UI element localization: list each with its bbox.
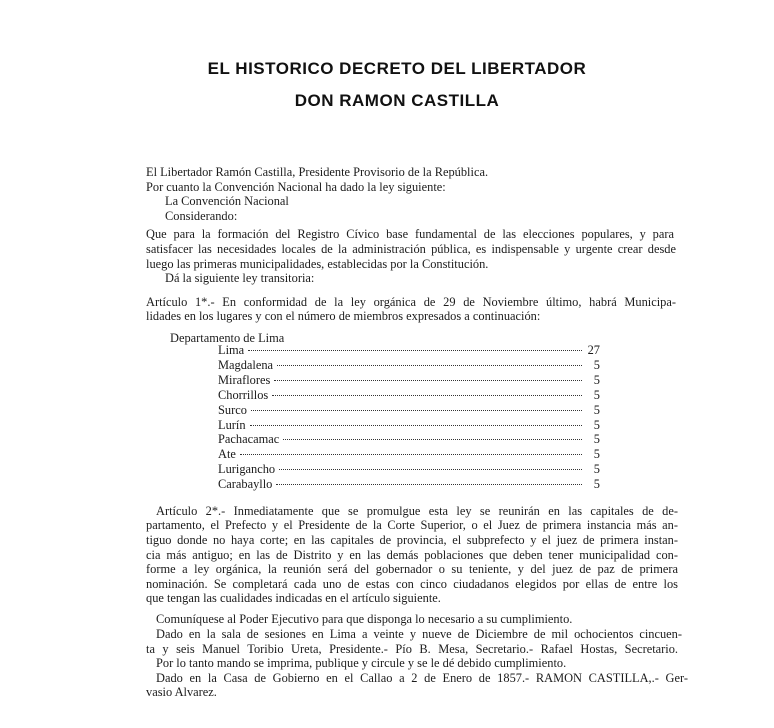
dot-leader xyxy=(274,380,582,381)
closing-line: vasio Alvarez. xyxy=(146,685,217,699)
district-name: Lima xyxy=(218,343,245,357)
articulo-2-line: forme a ley orgánica, la reunión será del gobernador o su teniente, y del juez de paz de primera xyxy=(146,562,678,576)
closing-line: Dado en la sala de sesiones en Lima a veinte y nueve de Diciembre de mil ochocientos cincuen- xyxy=(156,627,682,641)
member-count: 5 xyxy=(593,403,600,417)
intro-line: Considerando: xyxy=(165,209,238,223)
considerando-line: luego las primeras municipalidades, establecidas por la Constitución. xyxy=(146,257,489,271)
intro-line: La Convención Nacional xyxy=(165,194,289,208)
considerando-line: Que para la formación del Registro Cívico base fundamental de las elecciones populares, y para xyxy=(146,227,674,241)
member-count: 5 xyxy=(593,432,600,446)
dot-leader xyxy=(283,439,582,440)
table-row xyxy=(218,462,600,477)
member-count: 5 xyxy=(593,477,600,491)
member-count: 5 xyxy=(593,373,600,387)
table-row xyxy=(218,418,600,433)
member-count: 5 xyxy=(593,462,600,476)
district-name: Lurín xyxy=(218,418,246,432)
articulo-2-line: tiguo donde no haya corte; en las capitales de provincia, el subprefecto y el juez de primera instan- xyxy=(146,533,678,547)
district-name: Pachacamac xyxy=(218,432,280,446)
dot-leader xyxy=(240,454,582,455)
articulo-2-line: cia más antiguo; en las de Distrito y en las demás poblaciones que deben tener municipalidad con- xyxy=(146,548,678,562)
member-count: 27 xyxy=(587,343,600,357)
articulo-2-line: Artículo 2*.- Inmediatamente que se promulgue esta ley se reunirán en las capitales de de- xyxy=(156,504,678,518)
district-name: Carabayllo xyxy=(218,477,273,491)
member-count: 5 xyxy=(593,447,600,461)
closing-line: Por lo tanto mando se imprima, publique y circule y se le dé debido cumplimiento. xyxy=(156,656,567,670)
closing-line: Dado en la Casa de Gobierno en el Callao a 2 de Enero de 1857.- RAMON CASTILLA,.- Ger- xyxy=(156,671,688,685)
table-row xyxy=(218,432,600,447)
dot-leader xyxy=(251,410,582,411)
intro-line: El Libertador Ramón Castilla, Presidente Provisorio de la República. xyxy=(146,165,489,179)
table-row xyxy=(218,343,600,358)
table-row xyxy=(218,403,600,418)
table-row xyxy=(218,388,600,403)
district-name: Magdalena xyxy=(218,358,274,372)
table-row xyxy=(218,358,600,373)
document-title-line-1: EL HISTORICO DECRETO DEL LIBERTADOR xyxy=(207,59,587,78)
dot-leader xyxy=(277,365,582,366)
dot-leader xyxy=(272,395,582,396)
dot-leader xyxy=(279,469,582,470)
table-row xyxy=(218,477,600,492)
articulo-2-line: nominación. Se completará cada uno de estas con cinco ciudadanos elegidos por ellas de entre los xyxy=(146,577,678,591)
member-count: 5 xyxy=(593,358,600,372)
closing-line: ta y seis Manuel Toribio Ureta, Presidente.- Pío B. Mesa, Secretario.- Rafael Hostas, Secretario. xyxy=(146,642,678,656)
member-count: 5 xyxy=(593,388,600,402)
articulo-2-line: que tengan las cualidades indicadas en el artículo siguiente. xyxy=(146,591,441,605)
district-name: Surco xyxy=(218,403,247,417)
document-title-line-2: DON RAMON CASTILLA xyxy=(294,91,500,110)
considerando-line: Dá la siguiente ley transitoria: xyxy=(165,271,315,285)
district-name: Ate xyxy=(218,447,236,461)
closing-line: Comuníquese al Poder Ejecutivo para que disponga lo necesario a su cumplimiento. xyxy=(156,612,573,626)
table-row xyxy=(218,373,600,388)
district-name: Miraflores xyxy=(218,373,271,387)
considerando-line: satisfacer las necesidades locales de la administración pública, es indispensable y urgente crear desde xyxy=(146,242,676,256)
department-heading: Departamento de Lima xyxy=(170,331,285,345)
dot-leader xyxy=(250,425,582,426)
table-row xyxy=(218,447,600,462)
articulo-1-line: Artículo 1*.- En conformidad de la ley orgánica de 29 de Noviembre último, habrá Municipa- xyxy=(146,295,676,309)
articulo-2-line: partamento, el Prefecto y el Presidente de la Corte Superior, o el Juez de primera instancia más an- xyxy=(146,518,678,532)
dot-leader xyxy=(248,350,582,351)
district-name: Lurigancho xyxy=(218,462,276,476)
dot-leader xyxy=(276,484,582,485)
district-name: Chorrillos xyxy=(218,388,269,402)
member-count: 5 xyxy=(593,418,600,432)
articulo-1-line: lidades en los lugares y con el número de miembros expresados a continuación: xyxy=(146,309,541,323)
intro-line: Por cuanto la Convención Nacional ha dado la ley siguiente: xyxy=(146,180,446,194)
